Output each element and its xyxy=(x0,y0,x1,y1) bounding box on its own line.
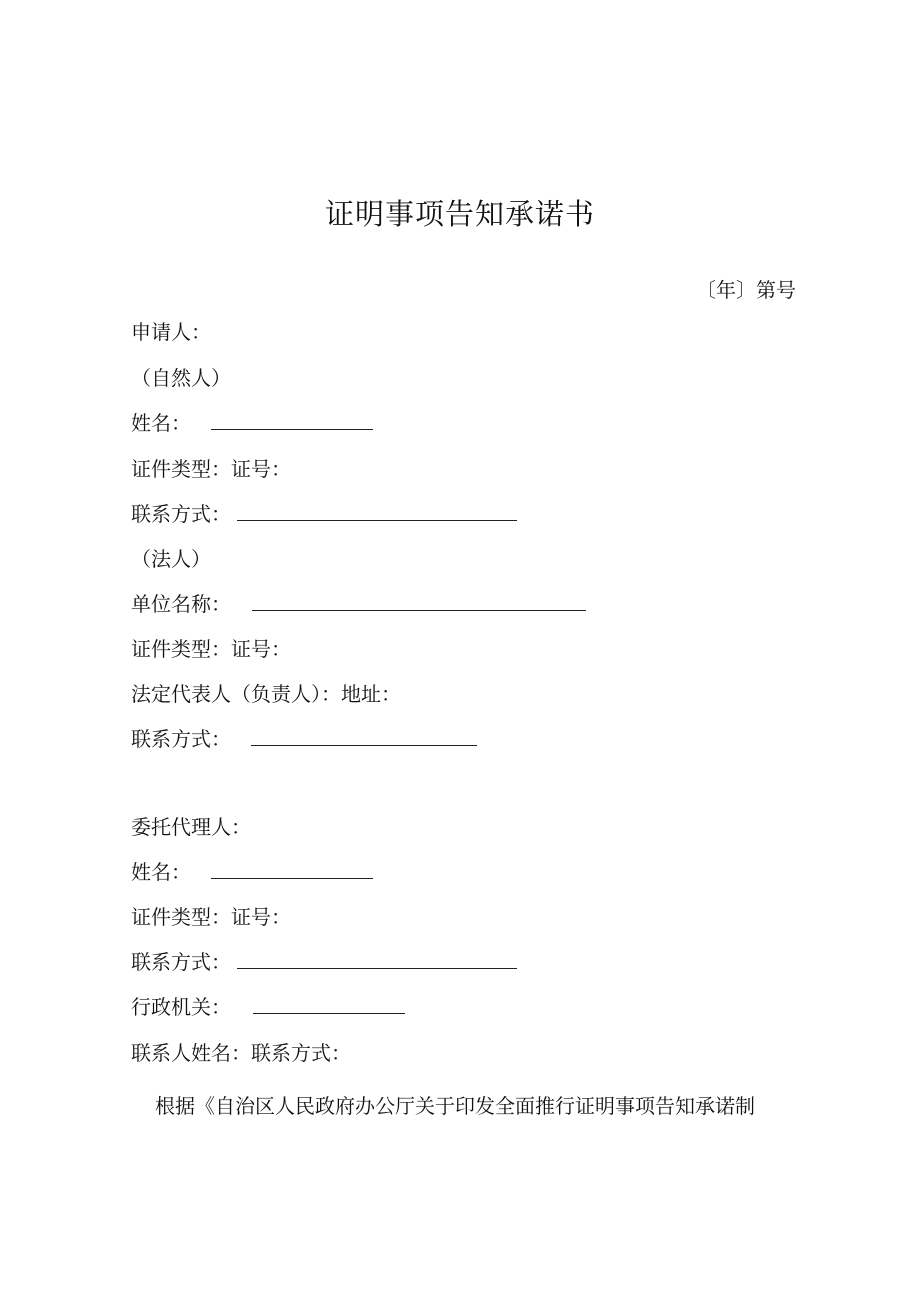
document-number: 〔年〕第号 xyxy=(696,278,796,302)
agent-heading: 委托代理人： xyxy=(131,815,251,839)
legal-person-label: （法人） xyxy=(131,547,211,571)
agent-name-row xyxy=(131,858,373,886)
agent-contact-row xyxy=(131,948,517,976)
natural-person-name-field[interactable] xyxy=(211,409,373,430)
natural-person-contact-row xyxy=(131,500,517,528)
legal-person-representative: 法定代表人（负责人）：地址： xyxy=(131,682,401,706)
body-paragraph: 根据《自治区人民政府办公厅关于印发全面推行证明事项告知承诺制 xyxy=(155,1094,755,1118)
agent-name-label: 姓名： xyxy=(131,860,191,884)
natural-person-contact-label: 联系方式： xyxy=(131,502,231,526)
agent-contact-field[interactable] xyxy=(237,948,517,969)
authority-row xyxy=(131,993,405,1021)
agent-name-field[interactable] xyxy=(211,858,373,879)
legal-person-unit-label: 单位名称： xyxy=(131,592,231,616)
natural-person-name-label: 姓名： xyxy=(131,411,191,435)
applicant-heading: 申请人： xyxy=(131,320,211,344)
legal-person-unit-field[interactable] xyxy=(252,590,586,611)
legal-person-contact-row xyxy=(131,725,477,753)
agent-contact-label: 联系方式： xyxy=(131,950,231,974)
legal-person-id-type: 证件类型：证号： xyxy=(131,637,291,661)
legal-person-contact-field[interactable] xyxy=(251,725,477,746)
authority-contact: 联系人姓名：联系方式： xyxy=(131,1041,351,1065)
authority-label: 行政机关： xyxy=(131,995,231,1019)
natural-person-id-type: 证件类型：证号： xyxy=(131,457,291,481)
page-title: 证明事项告知承诺书 xyxy=(324,197,595,231)
natural-person-name-row xyxy=(131,409,373,437)
natural-person-label: （自然人） xyxy=(131,366,231,390)
authority-field[interactable] xyxy=(253,993,405,1014)
natural-person-contact-field[interactable] xyxy=(237,500,517,521)
legal-person-unit-row xyxy=(131,590,586,618)
legal-person-contact-label: 联系方式： xyxy=(131,727,231,751)
agent-id-type: 证件类型：证号： xyxy=(131,905,291,929)
